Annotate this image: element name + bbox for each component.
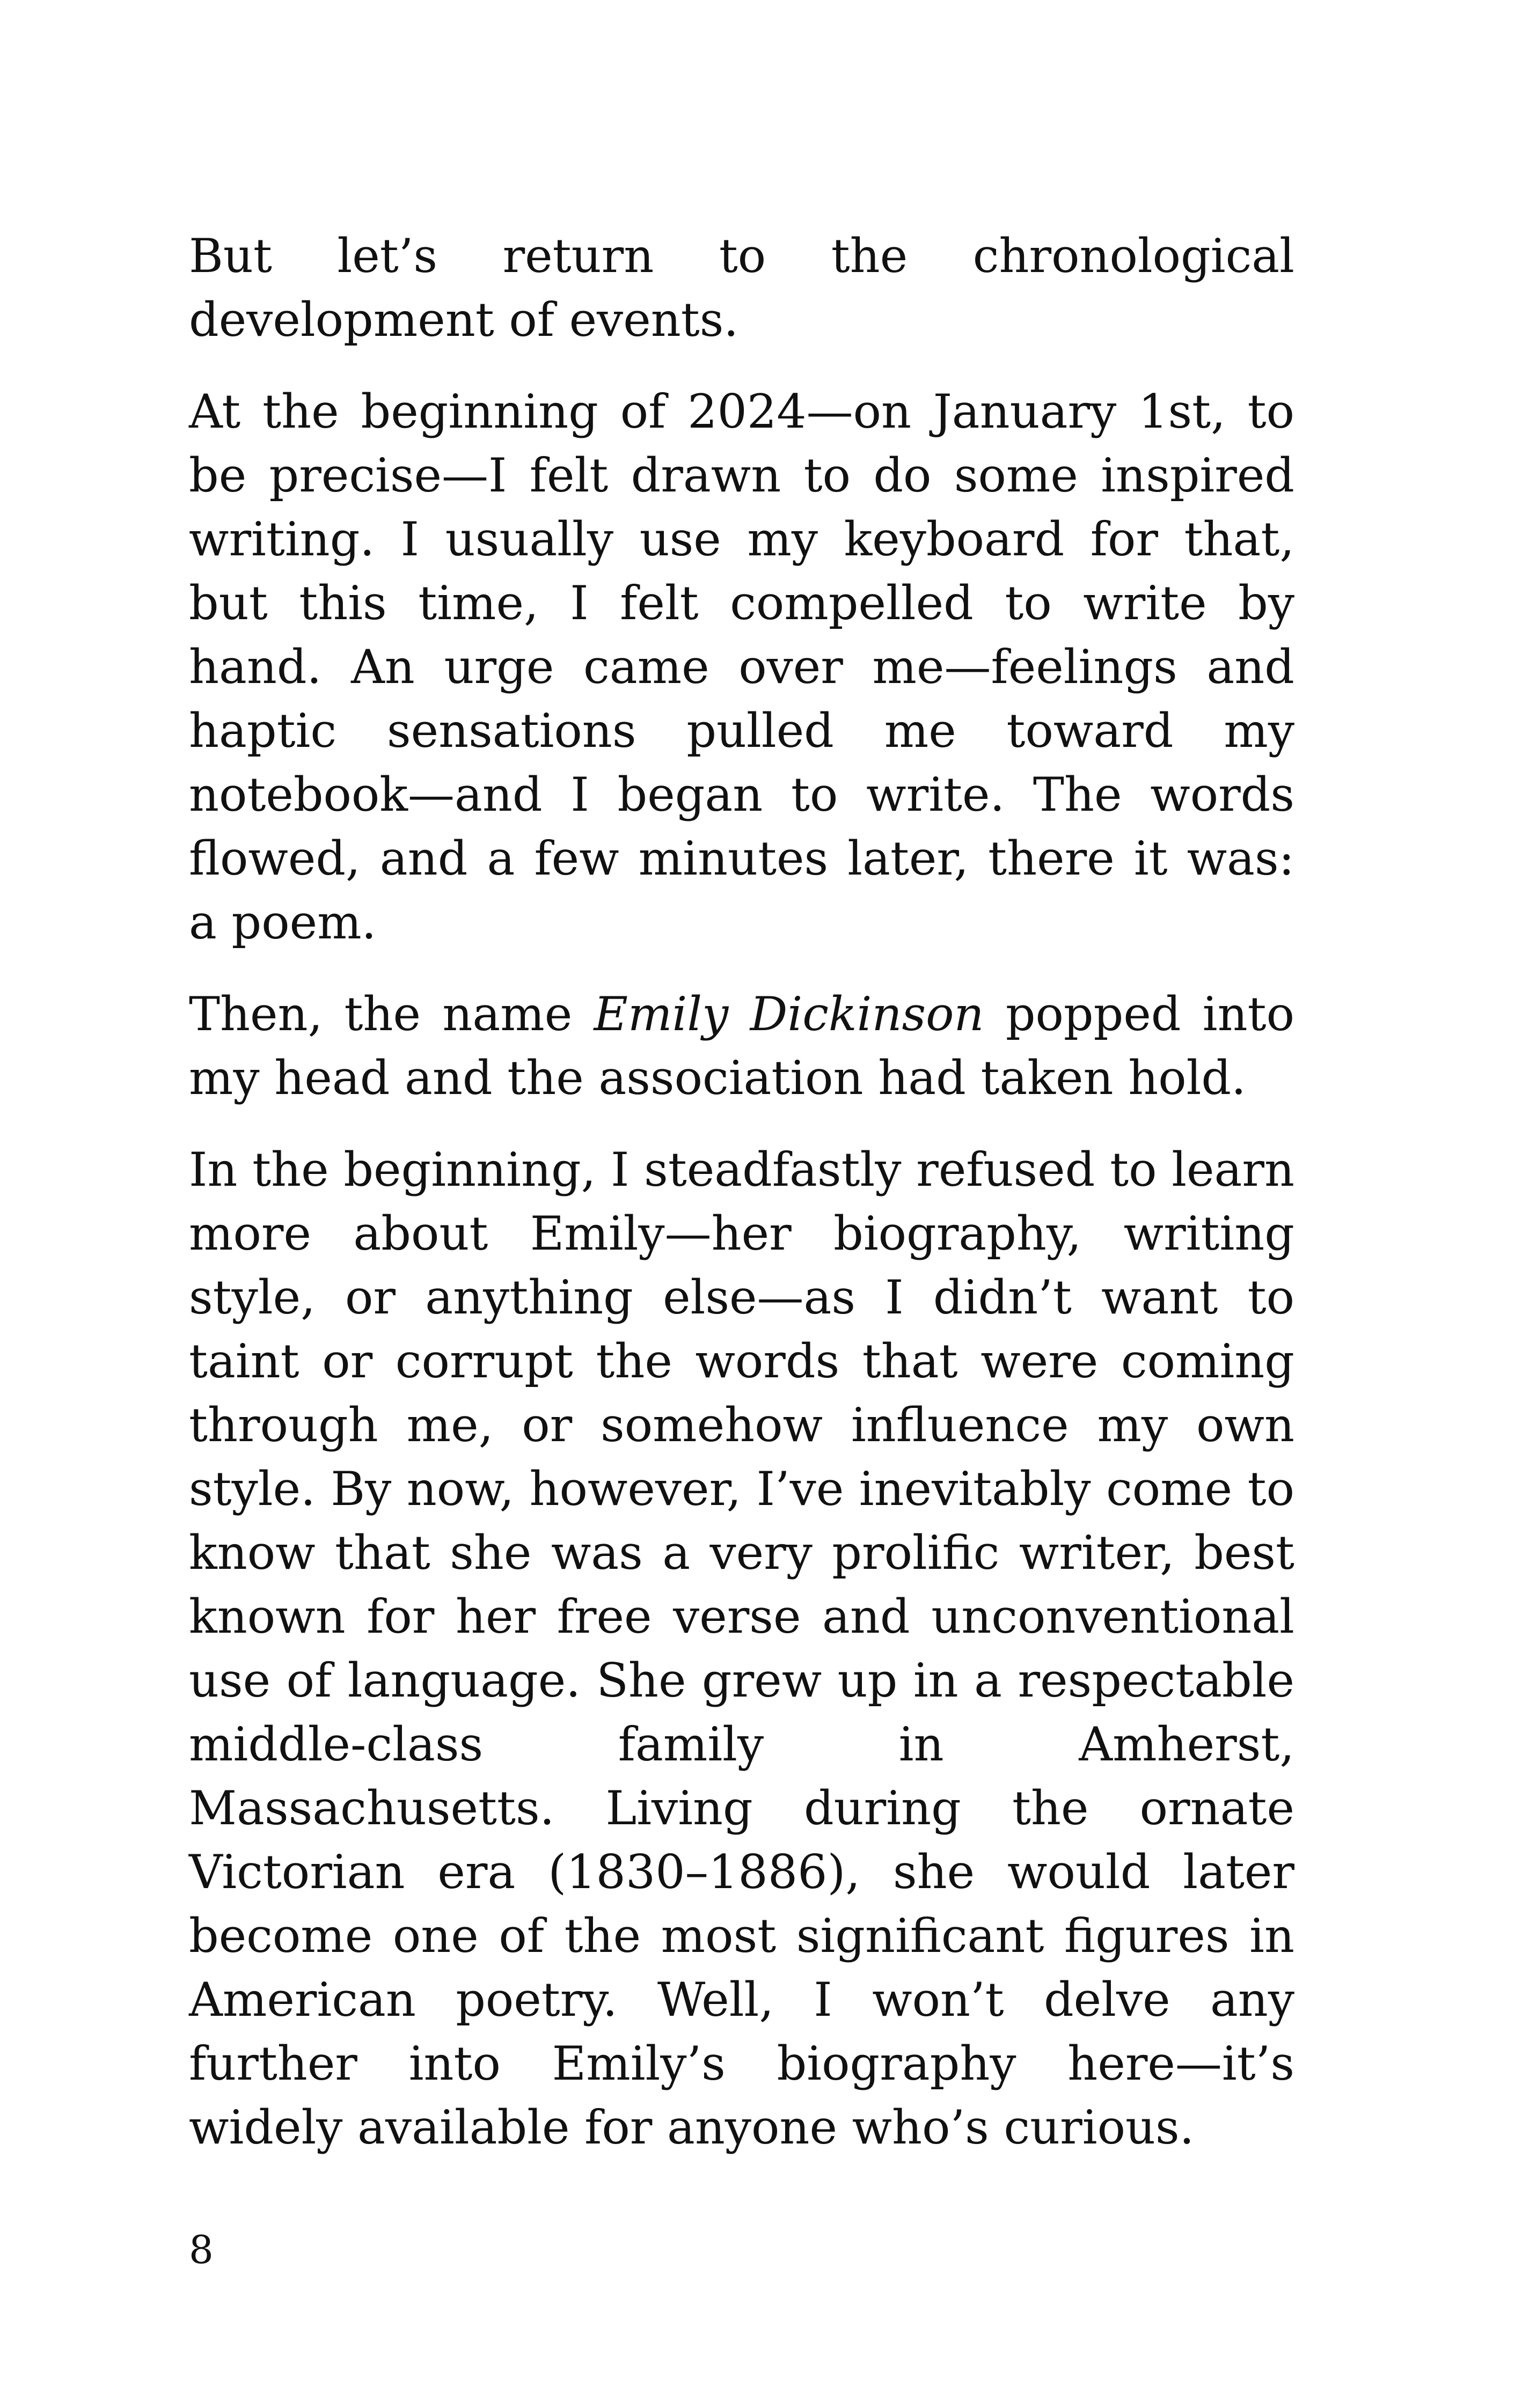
paragraph-1: But let’s return to the chronological development of events. xyxy=(189,229,1294,347)
paragraph-3-end: popped into my head and the association had taken hold. xyxy=(189,987,1294,1105)
paragraph-4: In the beginning, I steadfastly refused to learn more about Emily—her biography, writing style, or anything else—as I didn’t want to taint or corrupt the words that were coming through me, or somehow influence my own style. By now, however, I’ve inevitably come to know that she was a very prolific writer, best known for her free verse and unconventional use of language. She grew up in a respectable middle-class family in Amherst, Massachusetts. Living during the ornate Victorian era (1830–1886), she would later become one of the most significant figures in American poetry. Well, I won’t delve any further into Emily’s biography here—it’s widely available for anyone who’s curious. xyxy=(189,1142,1294,2155)
page-number: 8 xyxy=(189,2227,214,2272)
italic-name: Emily Dickinson xyxy=(594,987,984,1041)
paragraph-3 xyxy=(189,982,1294,1110)
paragraph-2: At the beginning of 2024—on January 1st, to be precise—I felt drawn to do some inspired writing. I usually use my keyboard for that, but this time, I felt compelled to write by hand. An urge came over me—feelings and haptic sensations pulled me toward my notebook—and I began to write. The words flowed, and a few minutes later, there it was: a poem. xyxy=(189,384,1294,950)
body-text xyxy=(189,224,1294,2160)
paragraph-3-start: Then, the name xyxy=(189,987,594,1041)
